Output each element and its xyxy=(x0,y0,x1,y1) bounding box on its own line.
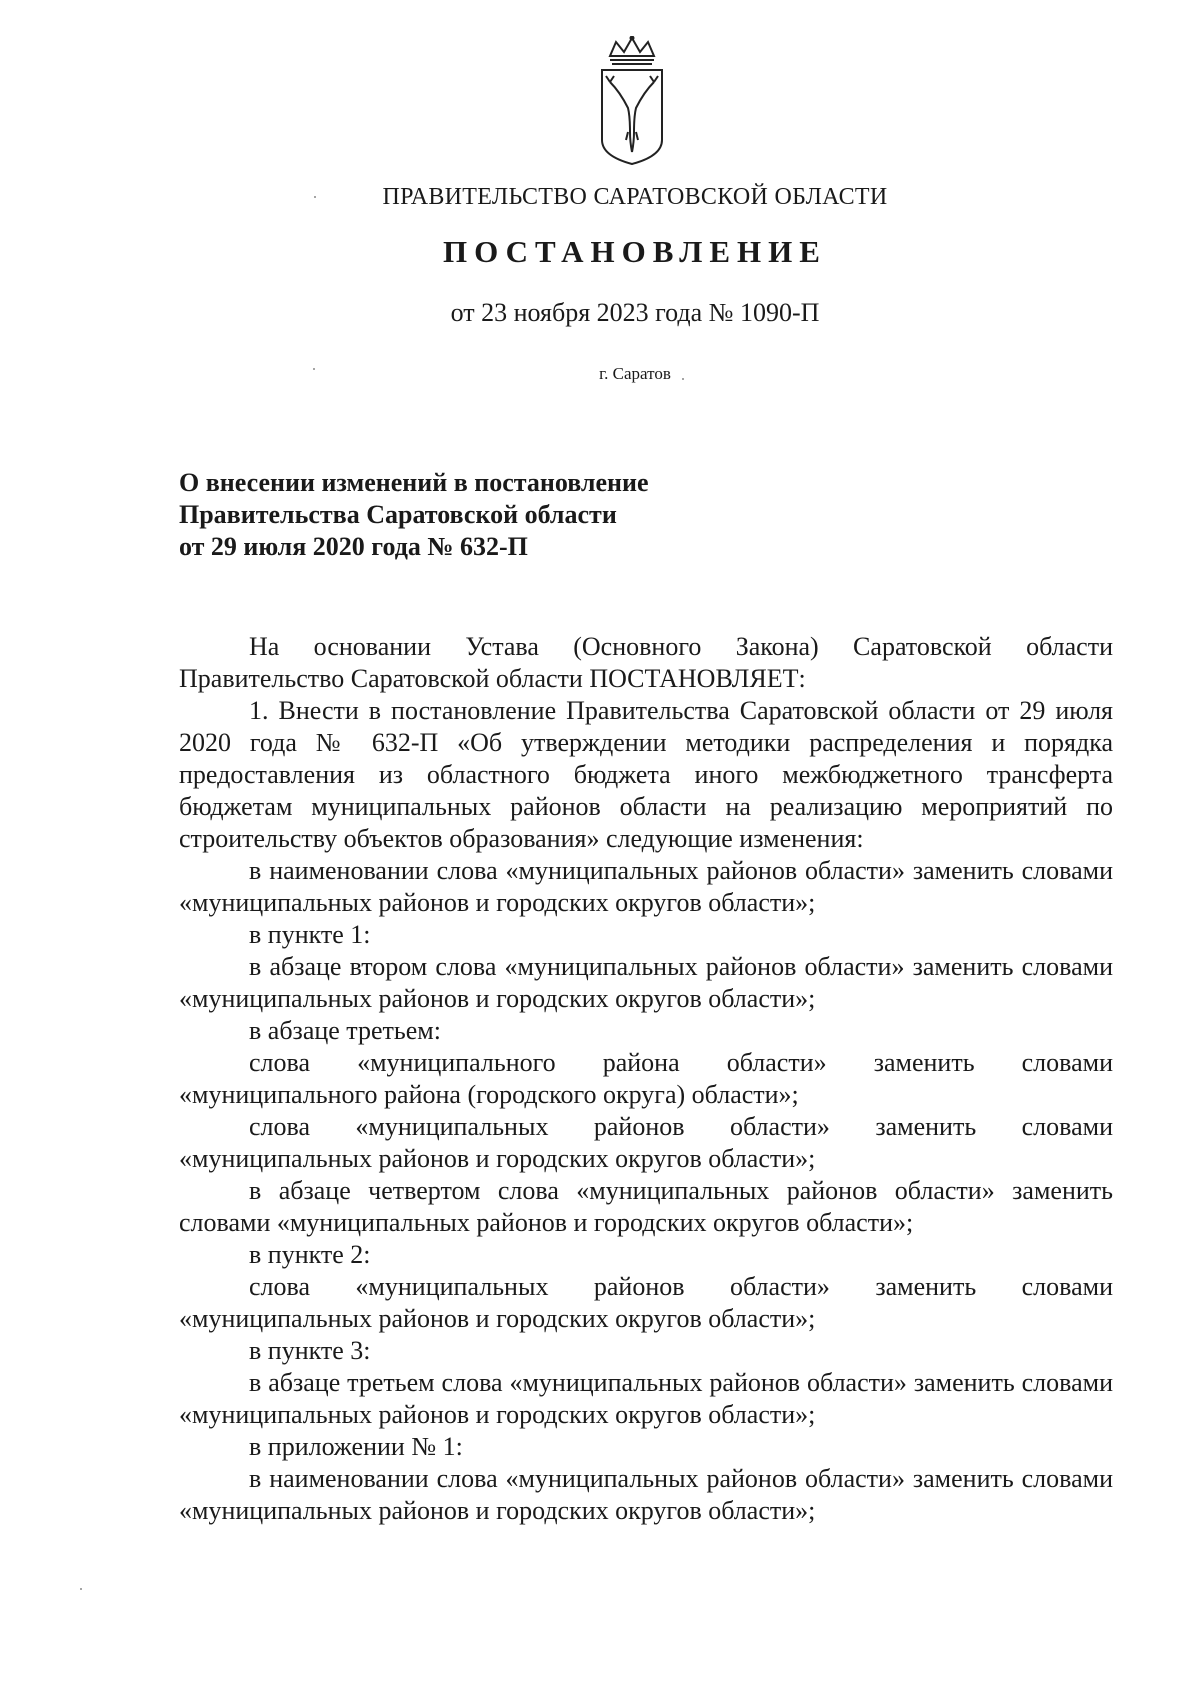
document-body xyxy=(179,631,1113,1527)
subject-line: О внесении изменений в постановление xyxy=(179,468,649,497)
subject-line: Правительства Саратовской области xyxy=(179,500,617,529)
body-paragraph: слова «муниципального района области» заменить словами «муниципального района (городского округа) области»; xyxy=(179,1048,1113,1109)
body-paragraph: слова «муниципальных районов области» заменить словами «муниципальных районов и городских округов области»; xyxy=(179,1272,1113,1333)
document-type: ПОСТАНОВЛЕНИЕ xyxy=(443,234,827,269)
body-paragraph: 1. Внести в постановление Правительства Саратовской области от 29 июля 2020 года № 632-П «Об утверждении методики распределения и порядка предоставления из областного бюджета иного межбюджетного трансферта бюджетам муниципальных районов области на реализацию мероприятий по строительству объектов образования» следующие изменения: xyxy=(179,696,1113,853)
body-paragraph: в абзаце втором слова «муниципальных районов области» заменить словами «муниципальных районов и городских округов области»; xyxy=(179,952,1113,1013)
body-paragraph: в приложении № 1: xyxy=(249,1432,463,1461)
body-paragraph: в абзаце третьем: xyxy=(249,1016,441,1045)
body-paragraph: в наименовании слова «муниципальных районов области» заменить словами «муниципальных районов и городских округов области»; xyxy=(179,1464,1113,1525)
document-subject xyxy=(179,467,649,563)
government-name: ПРАВИТЕЛЬСТВО САРАТОВСКОЙ ОБЛАСТИ xyxy=(382,184,888,210)
body-paragraph: в пункте 3: xyxy=(249,1336,371,1365)
body-paragraph: в абзаце четвертом слова «муниципальных районов области» заменить словами «муниципальных районов и городских округов области»; xyxy=(179,1176,1113,1237)
document-date-number: от 23 ноября 2023 года № 1090-П xyxy=(450,298,820,327)
body-paragraph: слова «муниципальных районов области» заменить словами «муниципальных районов и городских округов области»; xyxy=(179,1112,1113,1173)
scan-speck xyxy=(313,368,315,370)
scan-speck xyxy=(314,196,316,198)
saratov-coat-of-arms-icon xyxy=(596,36,668,166)
scan-speck xyxy=(682,378,684,380)
subject-line: от 29 июля 2020 года № 632-П xyxy=(179,532,528,561)
body-paragraph: в пункте 1: xyxy=(249,920,371,949)
body-paragraph: На основании Устава (Основного Закона) Саратовской области Правительство Саратовской области ПОСТАНОВЛЯЕТ: xyxy=(179,632,1113,693)
body-paragraph: в наименовании слова «муниципальных районов области» заменить словами «муниципальных районов и городских округов области»; xyxy=(179,856,1113,917)
scan-speck xyxy=(80,1588,82,1590)
body-paragraph: в абзаце третьем слова «муниципальных районов области» заменить словами «муниципальных районов и городских округов области»; xyxy=(179,1368,1113,1429)
body-paragraph: в пункте 2: xyxy=(249,1240,371,1269)
document-city: г. Саратов xyxy=(599,364,671,383)
